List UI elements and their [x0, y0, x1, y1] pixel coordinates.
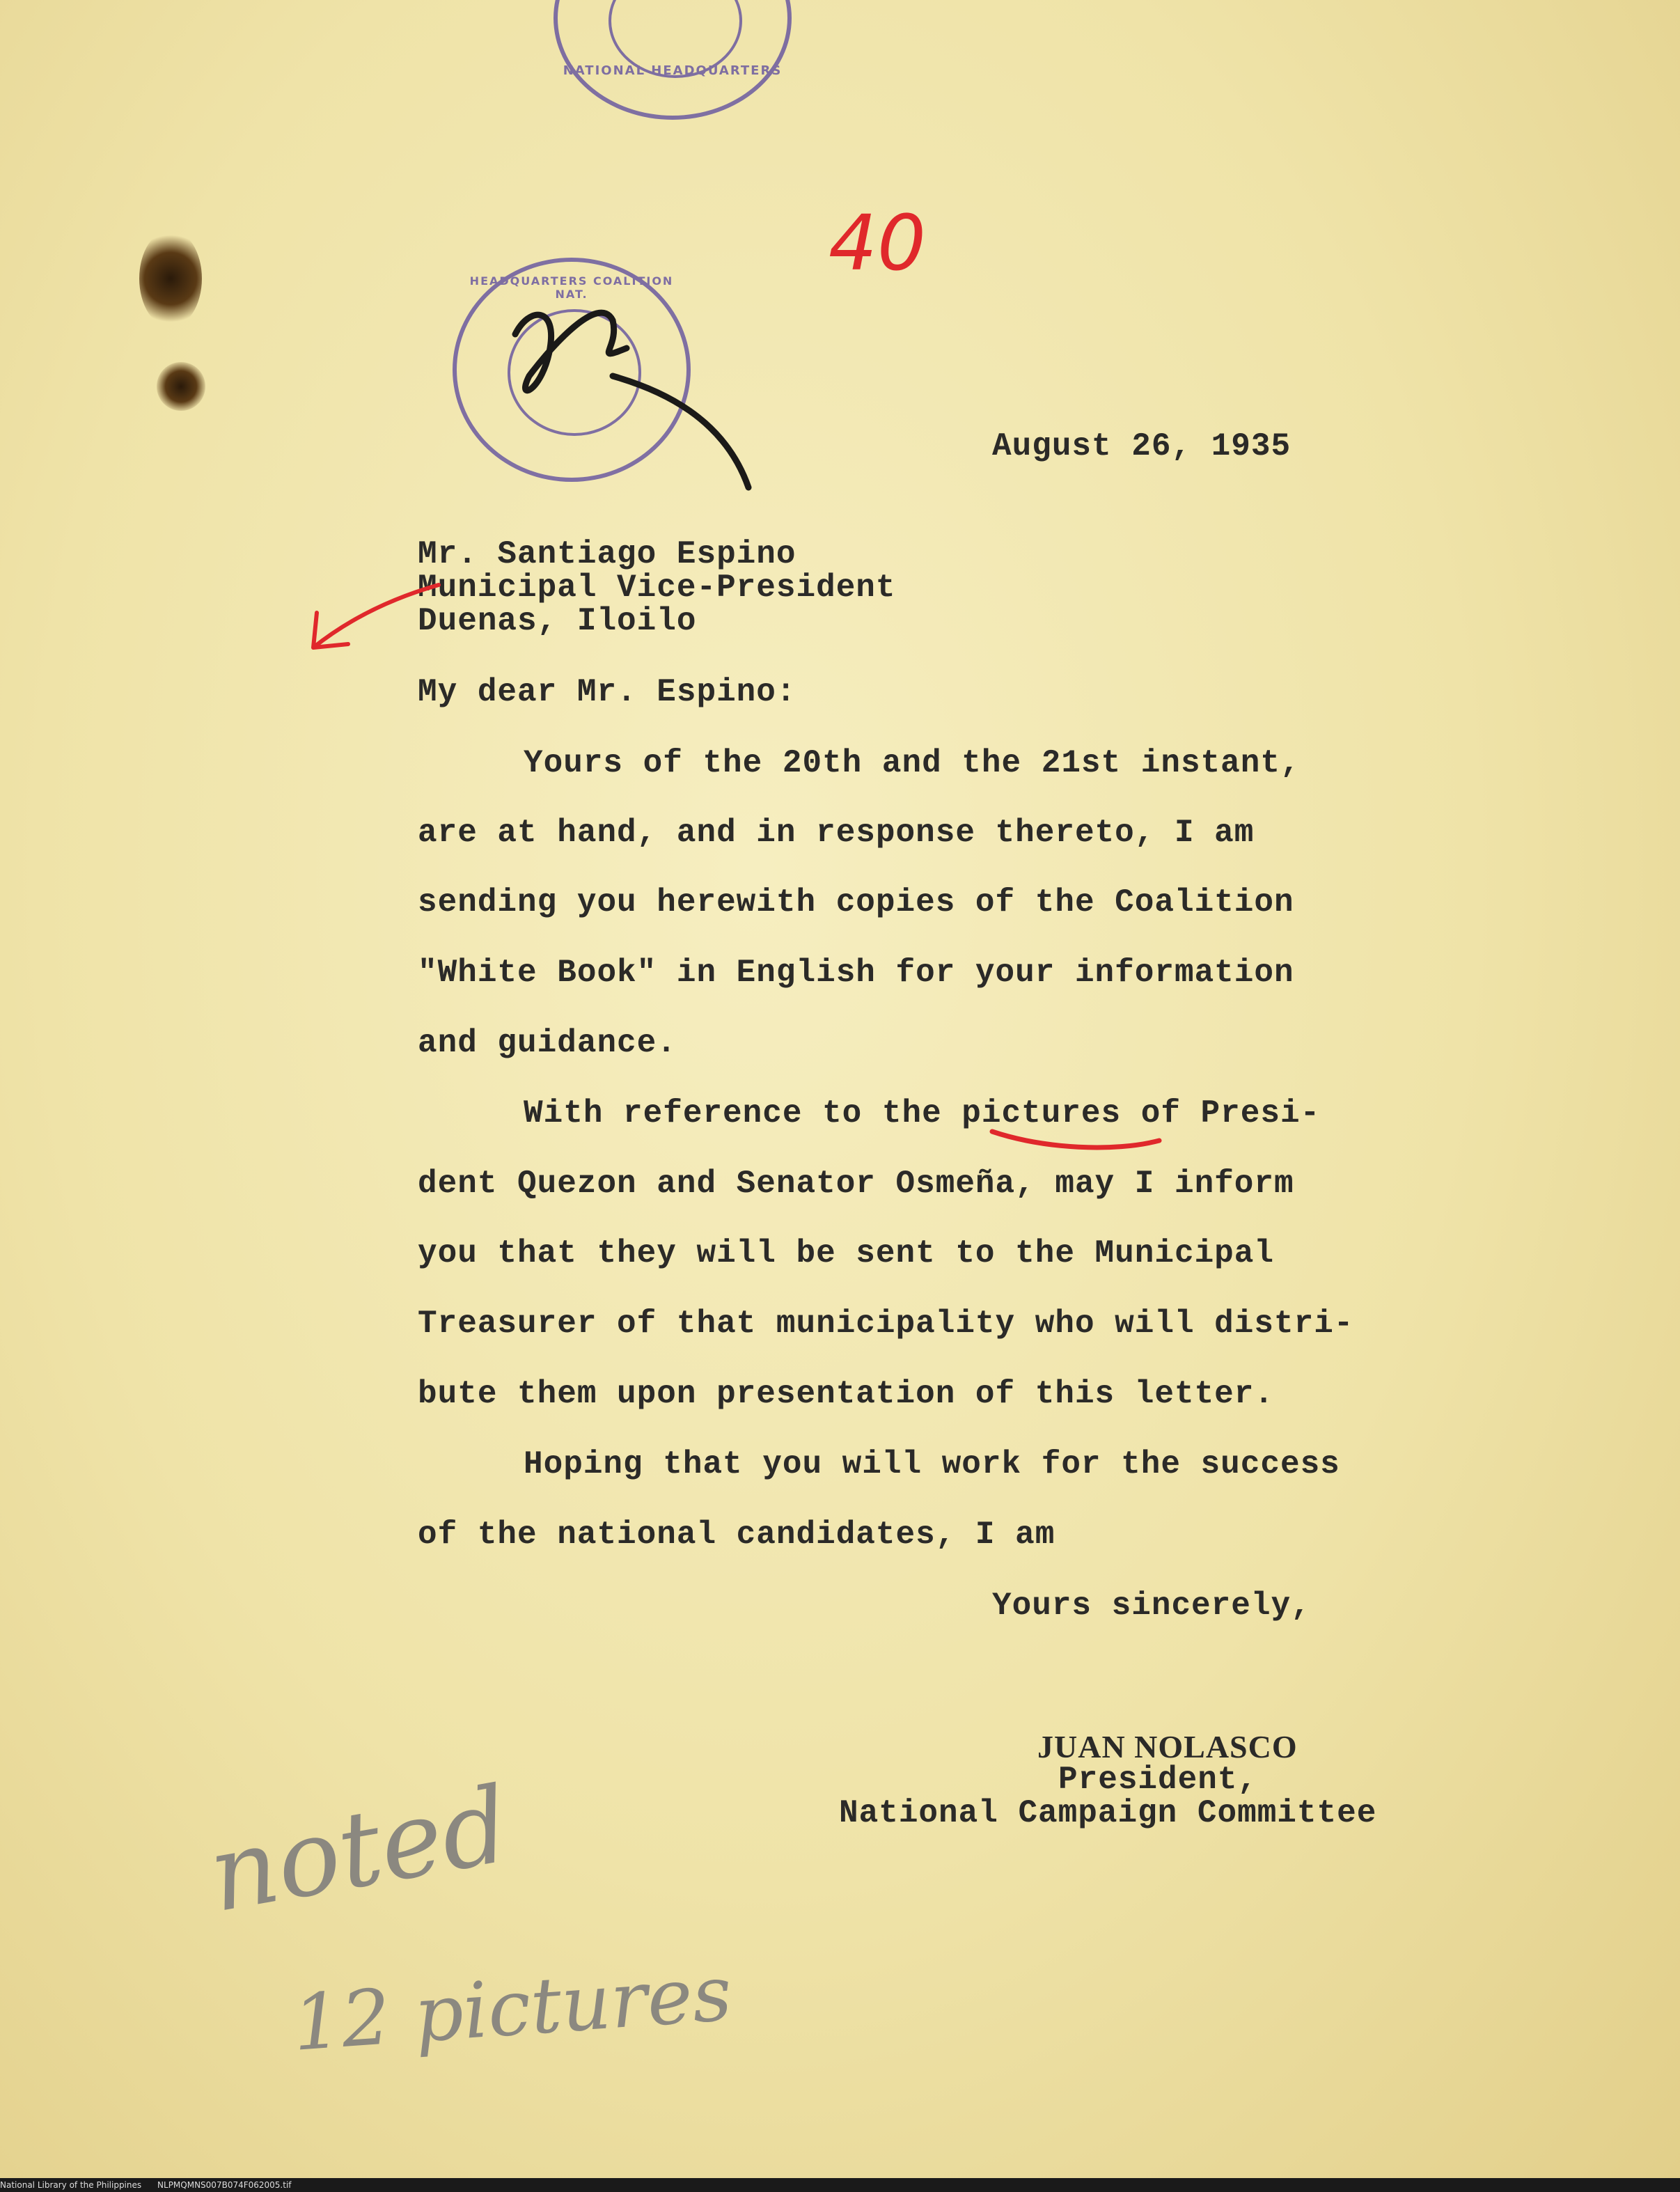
archive-footer — [0, 2178, 1680, 2192]
recipient-name: Mr. Santiago Espino — [418, 536, 796, 572]
letter-date: August 26, 1935 — [992, 428, 1292, 464]
body-line: Treasurer of that municipality who will distri- — [418, 1306, 1354, 1342]
salutation: My dear Mr. Espino: — [418, 674, 796, 710]
red-underline — [992, 1132, 1159, 1148]
red-check-mark — [313, 585, 439, 648]
recipient-title: Municipal Vice-President — [418, 570, 896, 606]
body-line: "White Book" in English for your information — [418, 955, 1294, 991]
recipient-location: Duenas, Iloilo — [418, 603, 697, 639]
closing: Yours sincerely, — [992, 1588, 1311, 1624]
body-line: are at hand, and in response thereto, I am — [418, 815, 1255, 851]
body-line: and guidance. — [418, 1025, 677, 1061]
body-line: dent Quezon and Senator Osmeña, may I inform — [418, 1166, 1294, 1202]
middle-stamp-text: HEADQUARTERS COALITION NAT. — [469, 274, 674, 301]
body-line: Yours of the 20th and the 21st instant, — [524, 745, 1301, 781]
body-line: you that they will be sent to the Municipal — [418, 1235, 1274, 1271]
red-file-number: 40 — [829, 198, 926, 288]
pencil-note-pictures: 12 pictures — [290, 1948, 735, 2068]
signatory-name: JUAN NOLASCO — [1037, 1729, 1298, 1764]
signatory-position: President, — [1058, 1762, 1258, 1798]
body-line: Hoping that you will work for the success — [524, 1446, 1340, 1482]
signatory-organization: National Campaign Committee — [839, 1795, 1377, 1831]
top-stamp-text: NATIONAL HEADQUARTERS — [563, 63, 783, 78]
initials-scribble — [515, 313, 748, 487]
body-line: sending you herewith copies of the Coalition — [418, 884, 1294, 921]
body-line: of the national candidates, I am — [418, 1517, 1055, 1553]
body-line: bute them upon presentation of this letter. — [418, 1376, 1274, 1412]
pencil-note-noted: noted — [201, 1764, 518, 1936]
footer-source: National Library of the Philippines — [0, 2180, 142, 2190]
footer-file-id: NLPMQMNS007B074F062005.tif — [157, 2180, 292, 2190]
body-line: With reference to the pictures of Presi- — [524, 1095, 1321, 1132]
